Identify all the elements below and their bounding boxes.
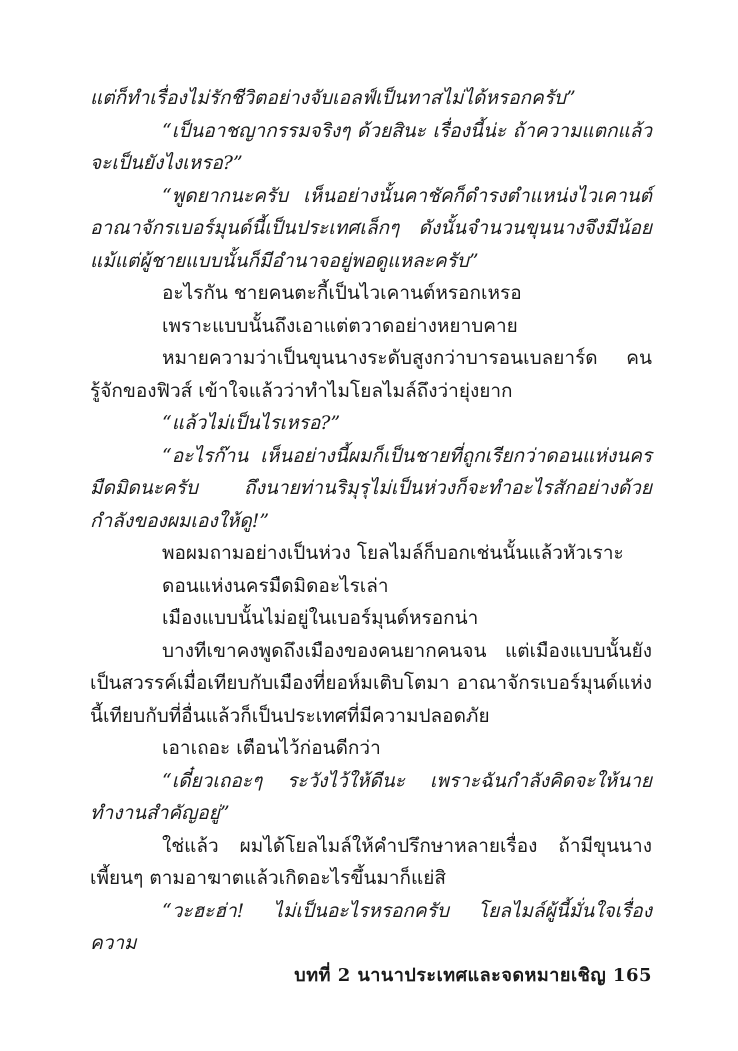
paragraph: อะไรกัน ชายคนตะกี้เป็นไวเคานต์หรอกเหรอ (162, 282, 522, 304)
paragraph: ดอนแห่งนครมืดมิดอะไรเล่า (162, 574, 389, 597)
paragraph: “วะฮะฮ่า! ไม่เป็นอะไรหรอกครับ โยลไมล์ผู้นี้มั่นใจเรื่องความ (90, 899, 652, 954)
page-footer: บทที่ 2 นานาประเทศและจดหมายเชิญ 165 (294, 965, 652, 986)
paragraph: “แล้วไม่เป็นไรเหรอ?” (162, 412, 341, 434)
paragraph: พอผมถามอย่างเป็นห่วง โยลไมล์ก็บอกเช่นนั้นแล้วหัวเราะ (162, 542, 624, 564)
paragraph: “พูดยากนะครับ เห็นอย่างนั้นคาชัคก็ดำรงตำแหน่งไวเคานต์อาณาจักรเบอร์มุนด์นี้เป็นประเทศเล็กๆ ดังนั้นจำนวนขุนนางจึงมีน้อยแม้แต่ผู้ชายแบบนั้นก็มีอำนาจอยู่พอดูแหละครับ” (90, 184, 652, 272)
paragraph: ใช่แล้ว ผมได้โยลไมล์ให้คำปรึกษาหลายเรื่อง ถ้ามีขุนนางเพี้ยนๆ ตามอาฆาตแล้วเกิดอะไรขึ้นมาก็แย่สิ (90, 834, 652, 889)
paragraph: เพราะแบบนั้นถึงเอาแต่ตวาดอย่างหยาบคาย (162, 314, 518, 337)
paragraph: เมืองแบบนั้นไม่อยู่ในเบอร์มุนด์หรอกน่า (162, 607, 479, 629)
paragraph: “อะไรก๊าน เห็นอย่างนี้ผมก็เป็นชายที่ถูกเรียกว่าดอนแห่งนครมืดมิดนะครับ ถึงนายท่านริมุรุไม่เป็นห่วงก็จะทำอะไรสักอย่างด้วยกำลังของผมเองให้ดู!” (90, 444, 652, 532)
paragraph: “เดี๋ยวเถอะๆ ระวังไว้ให้ดีนะ เพราะฉันกำลังคิดจะให้นายทำงานสำคัญอยู่” (90, 769, 652, 824)
paragraph: “เป็นอาชญากรรมจริงๆ ด้วยสินะ เรื่องนี้น่ะ ถ้าความแตกแล้วจะเป็นยังไงเหรอ?” (90, 119, 652, 174)
paragraph: เอาเถอะ เตือนไว้ก่อนดีกว่า (162, 737, 381, 759)
paragraph: แต่ก็ทำเรื่องไม่รักชีวิตอย่างจับเอลฟ์เป็นทาสไม่ได้หรอกครับ” (90, 87, 576, 109)
paragraph: หมายความว่าเป็นขุนนางระดับสูงกว่าบารอนเบลยาร์ด คนรู้จักของฟิวส์ เข้าใจแล้วว่าทำไมโยลไมล์ถึงว่ายุ่งยาก (90, 347, 652, 402)
paragraph: บางทีเขาคงพูดถึงเมืองของคนยากคนจน แต่เมืองแบบนั้นยังเป็นสวรรค์เมื่อเทียบกับเมืองที่ยอห์มเติบโตมา อาณาจักรเบอร์มุนด์แห่งนี้เทียบกับที่อื่นแล้วก็เป็นประเทศที่มีความปลอดภัย (90, 639, 652, 727)
body-text (90, 82, 652, 960)
